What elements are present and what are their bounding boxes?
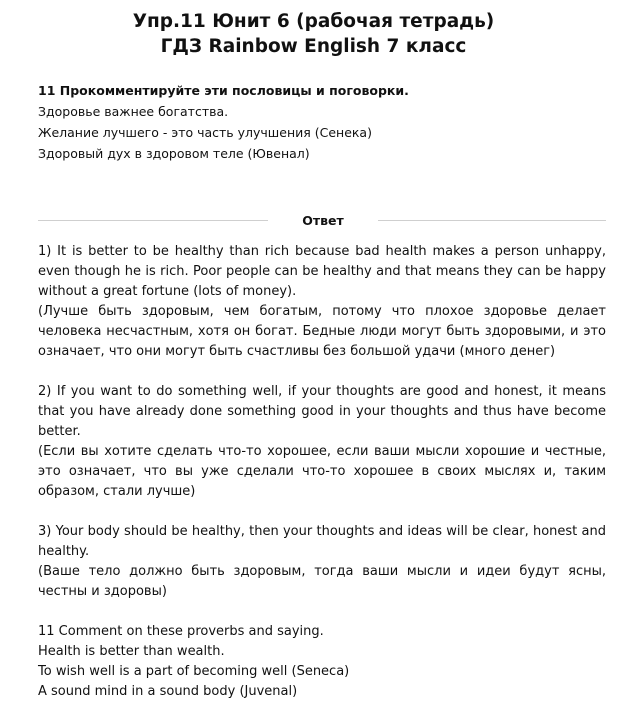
answer-paragraph-ru: (Если вы хотите сделать что-то хорошее, если ваши мысли хорошие и честные, это означает, что вы уже сделали что-то хорошее в своих мыслях и, таким образом, стали лучше): [38, 444, 606, 499]
answer-paragraph-en: 1) It is better to be healthy than rich because bad health makes a person unhappy, even though he is rich. Poor people can be healthy and that means they can be happy without a great fortune (lots of money).: [38, 244, 606, 299]
answer-paragraph-en: 3) Your body should be healthy, then your thoughts and ideas will be clear, honest and healthy.: [38, 524, 606, 559]
task-line: Здоровый дух в здоровом теле (Ювенал): [38, 146, 310, 161]
task-heading: 11 Прокомментируйте эти пословицы и поговорки.: [38, 83, 409, 98]
answer-paragraph-ru: (Ваше тело должно быть здоровым, тогда ваши мысли и идеи будут ясны, честны и здоровы): [38, 564, 606, 599]
task-line: Желание лучшего - это часть улучшения (Сенека): [38, 125, 372, 140]
task-block: [38, 80, 598, 164]
answer-label: Ответ: [302, 213, 344, 228]
translation-line: To wish well is a part of becoming well (Seneca): [38, 664, 350, 679]
separator-rule-left: [38, 220, 268, 221]
answer-paragraph-ru: (Лучше быть здоровым, чем богатым, потому что плохое здоровье делает человека несчастным, хотя он богат. Бедные люди могут быть здоровыми, и это означает, что они могут быть счастливы без большой удачи (много денег): [38, 304, 606, 359]
paragraph-gap: [38, 602, 606, 622]
task-line: Здоровье важнее богатства.: [38, 104, 229, 119]
translation-line: A sound mind in a sound body (Juvenal): [38, 684, 298, 699]
paragraph-gap: [38, 362, 606, 382]
answer-block: [38, 242, 606, 702]
page-subtitle: ГДЗ Rainbow English 7 класс: [160, 36, 467, 57]
page-title: Упр.11 Юнит 6 (рабочая тетрадь): [132, 11, 495, 32]
translation-line: 11 Comment on these proverbs and saying.: [38, 624, 324, 639]
paragraph-gap: [38, 502, 606, 522]
separator-rule-right: [378, 220, 606, 221]
answer-separator: [38, 210, 606, 232]
translation-line: Health is better than wealth.: [38, 644, 225, 659]
answer-paragraph-en: 2) If you want to do something well, if your thoughts are good and honest, it means that you have already done something good in your thoughts and thus have become better.: [38, 384, 606, 439]
